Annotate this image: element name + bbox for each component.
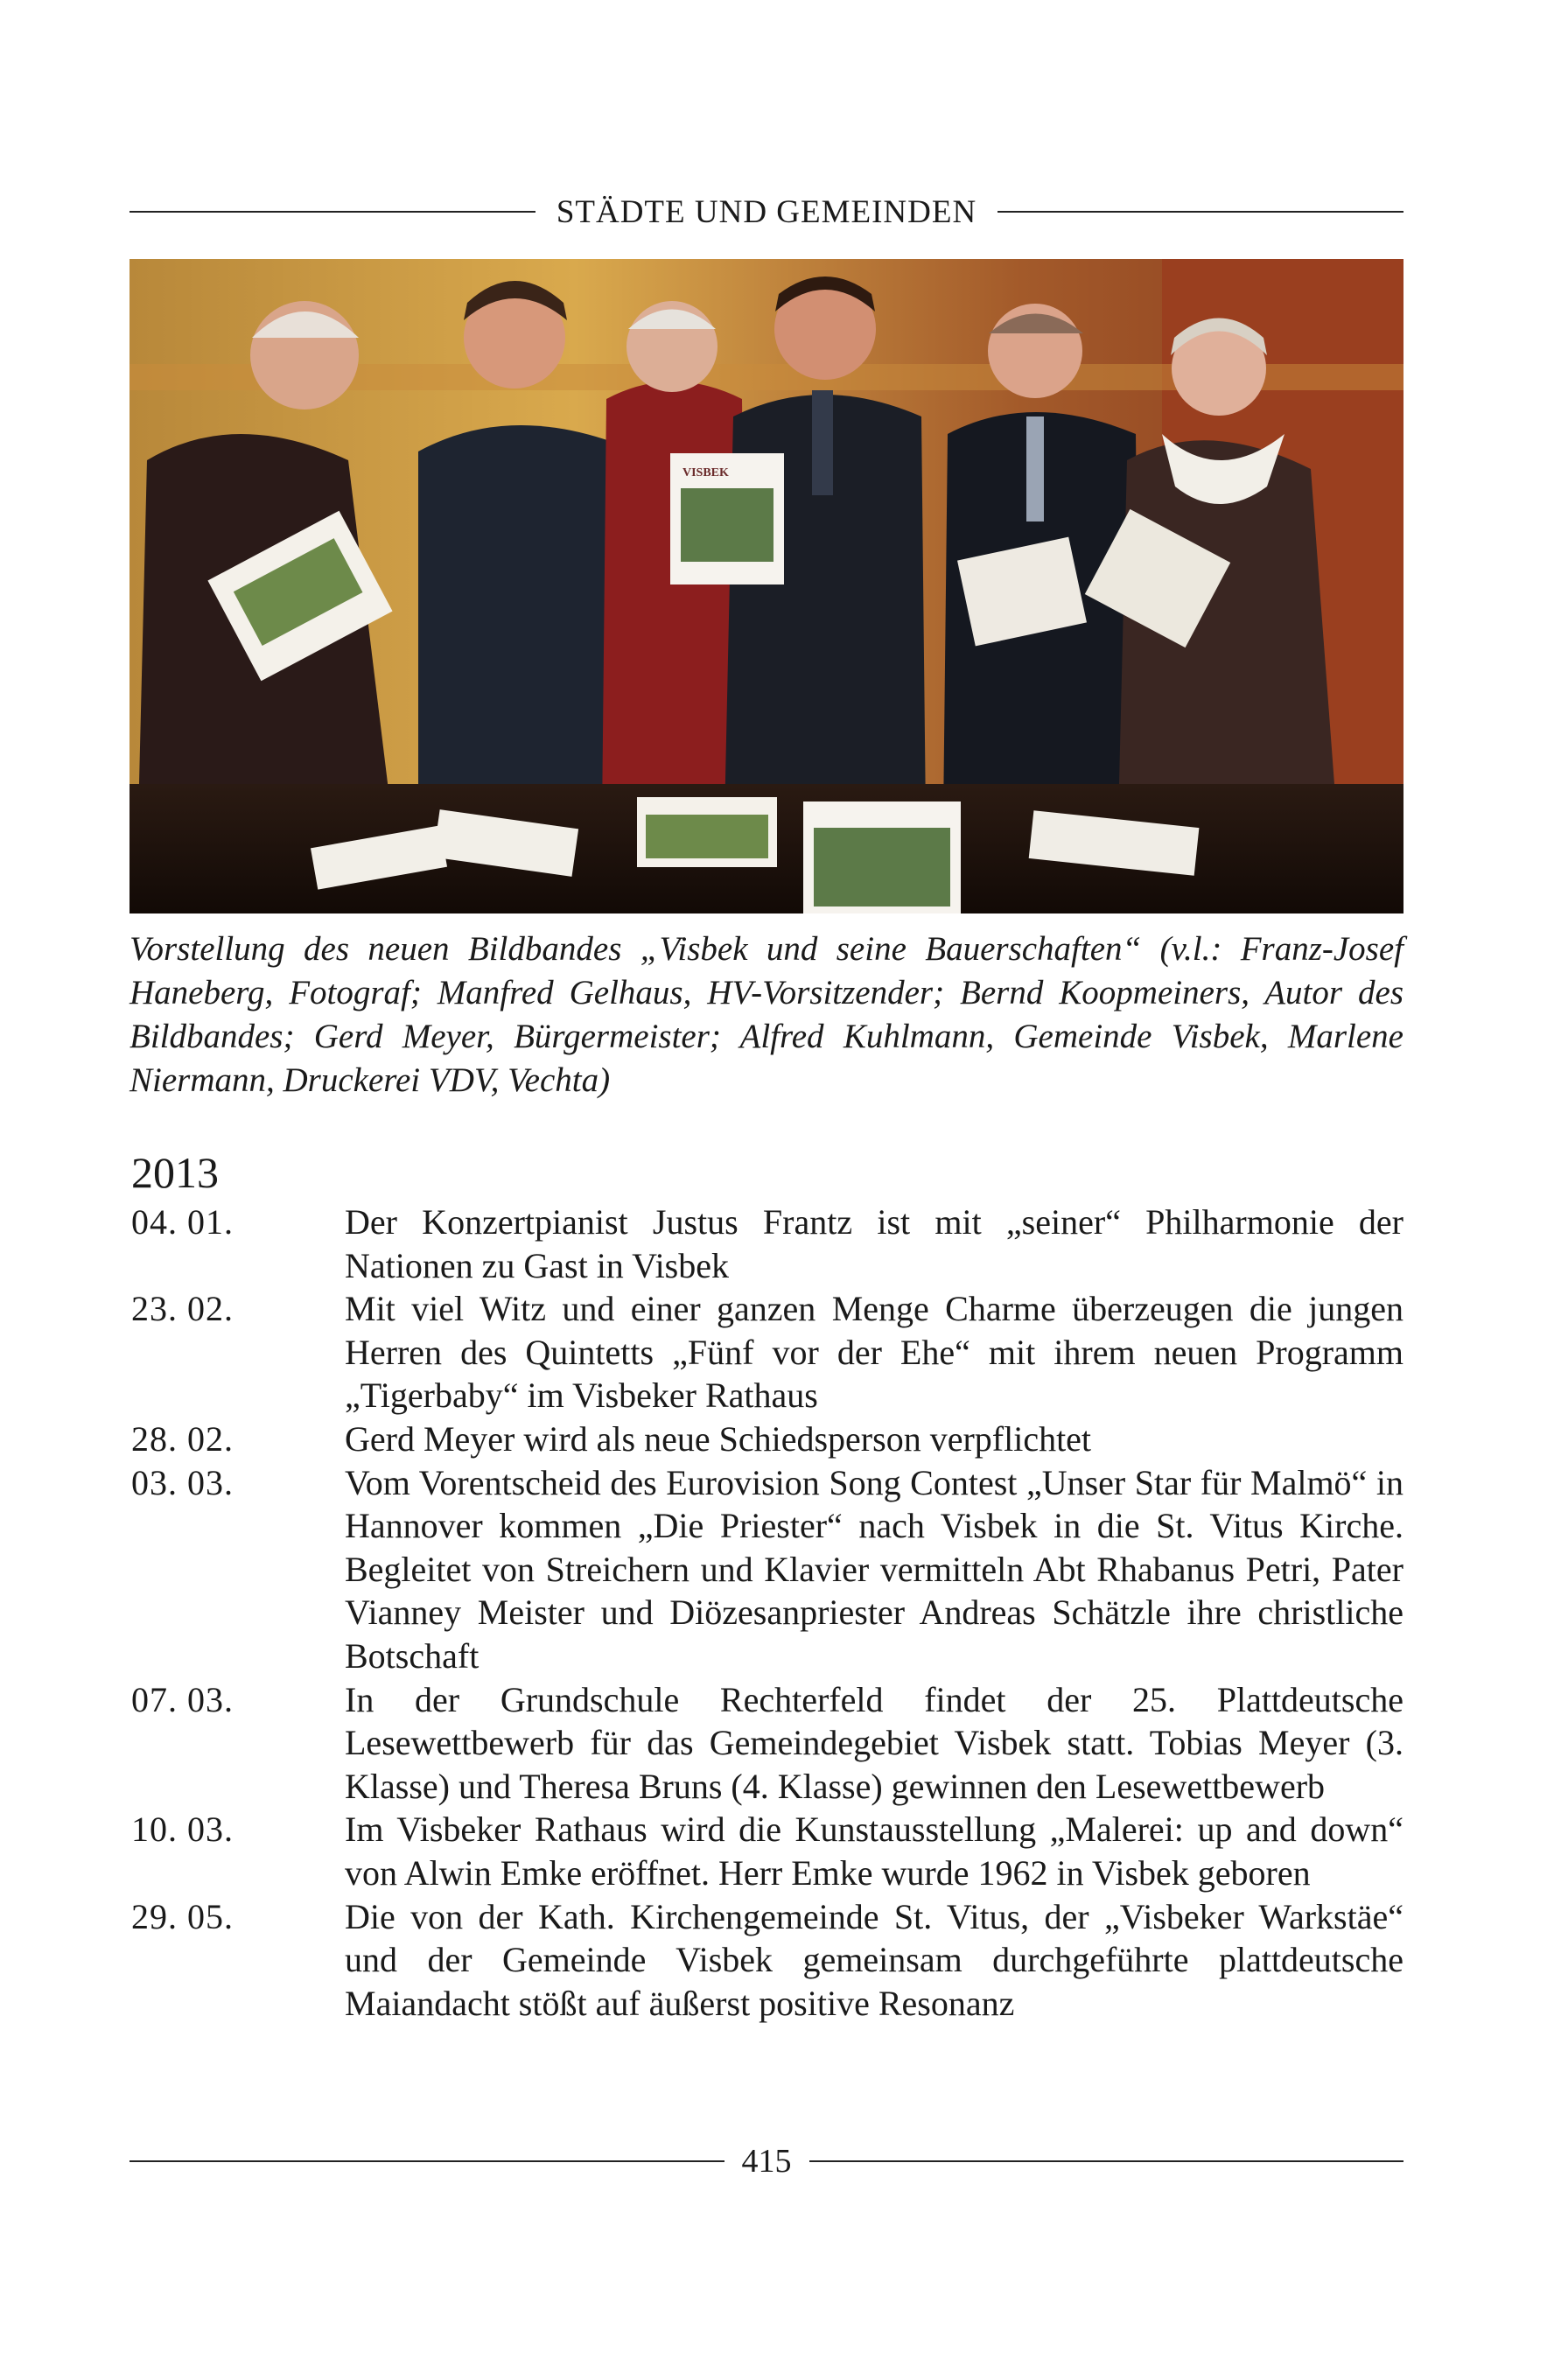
chronicle-entry (131, 1895, 1404, 2026)
chronicle-entry (131, 1418, 1404, 1461)
chronicle-entry (131, 1200, 1404, 1287)
entry-text: Gerd Meyer wird als neue Schiedsperson verpflichtet (345, 1418, 1092, 1459)
entry-date: 28. 02. (131, 1418, 234, 1459)
footer-rule-right (809, 2160, 1404, 2162)
page-number: 415 (741, 2143, 792, 2180)
entry-date: 10. 03. (131, 1810, 234, 1850)
book-title-label: VISBEK (682, 466, 729, 480)
chronicle-entry (131, 1461, 1404, 1678)
group-photo-illustration (130, 259, 1404, 914)
header-rule-left (130, 211, 536, 213)
chronicle-entries (131, 1200, 1404, 2025)
running-header (130, 186, 1404, 238)
entry-date: 04. 01. (131, 1202, 234, 1242)
year-heading: 2013 (131, 1148, 219, 1197)
footer-rule-left (130, 2160, 724, 2162)
group-photo (130, 259, 1404, 914)
chronicle-entry (131, 1808, 1404, 1894)
entry-date: 07. 03. (131, 1679, 234, 1719)
page-footer (130, 2135, 1404, 2188)
chronicle-entry (131, 1287, 1404, 1418)
entry-text: Der Konzertpianist Justus Frantz ist mit „seiner“ Philharmonie der Nationen zu Gast in Visbek (345, 1202, 1404, 1285)
header-rule-right (998, 211, 1404, 213)
entry-date: 23. 02. (131, 1289, 234, 1329)
entry-text: In der Grundschule Rechterfeld findet der 25. Plattdeutsche Lesewettbewerb für das Gemeindegebiet Visbek statt. Tobias Meyer (3. Klasse) und Theresa Bruns (4. Klasse) gewinnen den Lesewettbewerb (345, 1679, 1404, 1806)
chronicle-entry (131, 1678, 1404, 1809)
entry-text: Vom Vorentscheid des Eurovision Song Contest „Unser Star für Malmö“ in Hannover kommen „Die Priester“ nach Visbek in die St. Vitus Kirche. Begleitet von Streichern und Klavier vermitteln Abt Rhabanus Petri, Pater Vianney Meister und Diözesanpriester Andreas Schätzle ihre christliche Botschaft (345, 1462, 1404, 1676)
entry-text: Mit viel Witz und einer ganzen Menge Charme überzeugen die jungen Herren des Quintetts „Fünf vor der Ehe“ mit ihrem neuen Programm „Tigerbaby“ im Visbeker Rathaus (345, 1289, 1404, 1416)
entry-text: Die von der Kath. Kirchengemeinde St. Vitus, der „Visbeker Warkstäe“ und der Gemeinde Visbek gemeinsam durchgeführte plattdeutsche Maiandacht stößt auf äußerst positive Resonanz (345, 1896, 1404, 2023)
running-header-title: STÄDTE UND GEMEINDEN (556, 193, 977, 230)
entry-text: Im Visbeker Rathaus wird die Kunstausstellung „Malerei: up and down“ von Alwin Emke eröffnet. Herr Emke wurde 1962 in Visbek geboren (345, 1810, 1404, 1893)
entry-date: 29. 05. (131, 1896, 234, 1936)
photo-caption: Vorstellung des neuen Bildbandes „Visbek und seine Bauerschaften“ (v.l.: Franz-Josef Haneberg, Fotograf; Manfred Gelhaus, HV-Vorsitzender; Bernd Koopmeiners, Autor des Bildbandes; Gerd Meyer, Bürgermeister; Alfred Kuhlmann, Gemeinde Visbek, Marlene Niermann, Druckerei VDV, Vechta) (130, 930, 1404, 1099)
entry-date: 03. 03. (131, 1462, 234, 1502)
